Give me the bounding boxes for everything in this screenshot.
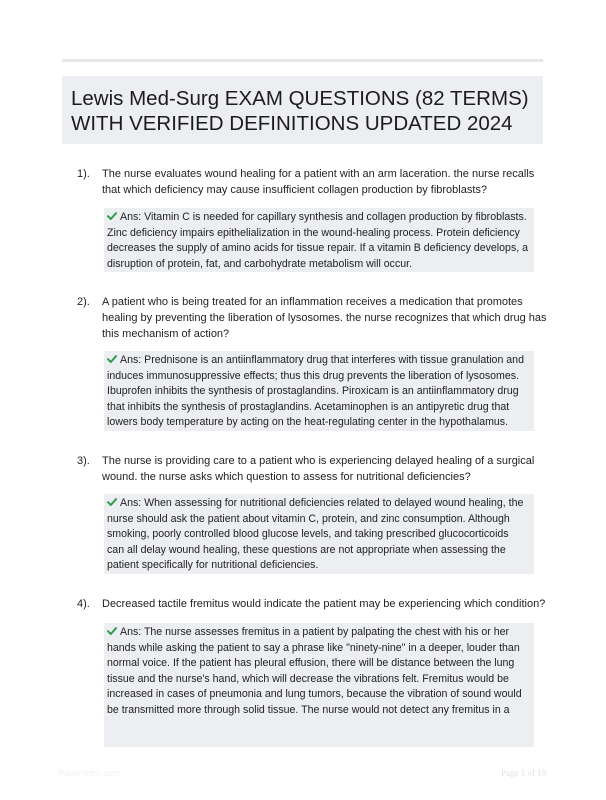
page-number: Page 1 of 19 — [501, 768, 547, 778]
question-text — [102, 294, 547, 342]
question-text — [102, 453, 542, 485]
answer-line — [107, 625, 534, 641]
question-block-1 — [62, 166, 543, 276]
answer-line: induces immunosuppressive effects; thus this drug prevents the liberation of lysosomes. — [107, 369, 519, 382]
question-line: Decreased tactile fremitus would indicate the patient may be experiencing which condition? — [102, 598, 546, 610]
question-line: A patient who is being treated for an inflammation receives a medication that promotes — [102, 296, 523, 308]
check-icon — [107, 211, 117, 221]
answer-line: can all delay wound healing, these questions are not appropriate when assessing the — [107, 543, 506, 556]
question-line: that which deficiency may cause insufficient collagen production by fibroblasts? — [102, 184, 488, 196]
answer-line-text: Ans: Prednisone is an antiinflammatory drug that interferes with tissue granulation and — [120, 354, 524, 366]
question-text — [102, 166, 542, 198]
answer-line: Zinc deficiency impairs epithelialization in the wound-healing process. Protein deficiency — [107, 226, 520, 239]
answer-line-text: Ans: When assessing for nutritional deficiencies related to delayed wound healing, the — [120, 497, 524, 509]
top-rule — [62, 59, 543, 62]
answer-line: increased in cases of pneumonia and lung tumors, because the vibration of sound would — [107, 688, 522, 701]
question-line: this mechanism of action? — [102, 328, 230, 340]
answer-line: lowers body temperature by acting on the heat-regulating center in the hypothalamus. — [107, 416, 509, 429]
document-title-line-1: Lewis Med-Surg EXAM QUESTIONS (82 TERMS) — [71, 87, 529, 110]
answer-line: be transmitted more through solid tissue. The nurse would not detect any fremitus in a — [107, 703, 510, 716]
answer-line: that inhibits the synthesis of prostaglandins. Acetaminophen is an antipyretic drug that — [107, 400, 510, 413]
question-number: 3). — [77, 455, 90, 467]
question-block-2 — [62, 294, 547, 434]
document-title-line-2: WITH VERIFIED DEFINITIONS UPDATED 2024 — [71, 112, 513, 135]
answer-line-text: Ans: The nurse assesses fremitus in a patient by palpating the chest with his or her — [120, 626, 510, 638]
check-icon — [107, 626, 117, 636]
answer-line — [107, 353, 534, 369]
answer-box — [104, 623, 534, 747]
question-line: wound. the nurse asks which question to assess for nutritional deficiencies? — [102, 471, 471, 483]
check-icon — [107, 497, 117, 507]
answer-box — [104, 208, 534, 272]
answer-line: Ibuprofen inhibits the synthesis of prostaglandins. Piroxicam is an antiinflammatory drug — [107, 385, 519, 398]
document-title-box — [62, 76, 543, 144]
footer-watermark: Papertiptic.com — [58, 768, 121, 778]
question-block-3 — [62, 453, 543, 578]
question-number: 1). — [77, 168, 90, 180]
question-number: 2). — [77, 296, 90, 308]
question-block-4 — [62, 596, 546, 748]
answer-line: smoking, poorly controlled blood glucose levels, and taking prescribed glucocorticoids — [107, 528, 509, 541]
question-text — [102, 596, 546, 612]
answer-line: decreases the supply of amino acids for tissue repair. If a vitamin B deficiency develops, a — [107, 242, 529, 255]
question-line: healing by preventing the liberation of lysosomes. the nurse recognizes that which drug has — [102, 312, 547, 324]
answer-box — [104, 494, 534, 574]
check-icon — [107, 354, 117, 364]
question-line: The nurse is providing care to a patient who is experiencing delayed healing of a surgical — [102, 455, 535, 467]
answer-box — [104, 351, 534, 431]
question-line: The nurse evaluates wound healing for a patient with an arm laceration. the nurse recalls — [102, 168, 535, 180]
answer-line-text: Ans: Vitamin C is needed for capillary synthesis and collagen production by fibroblasts. — [120, 211, 527, 223]
answer-line: normal voice. If the patient has pleural effusion, there will be distance between the lung — [107, 657, 515, 670]
answer-line — [107, 496, 534, 512]
answer-line: disruption of protein, fat, and carbohydrate metabolism will occur. — [107, 257, 413, 270]
question-number: 4). — [77, 598, 90, 610]
answer-line: nurse should ask the patient about vitamin C, protein, and zinc consumption. Although — [107, 512, 510, 525]
answer-line: tissue and the nurse's hand, which will decrease the vibrations felt. Fremitus would be — [107, 672, 509, 685]
answer-line — [107, 210, 534, 226]
answer-line: hands while asking the patient to say a phrase like "ninety-nine" in a deeper, louder than — [107, 641, 520, 654]
answer-line: patient specifically for nutritional deficiencies. — [107, 559, 319, 572]
